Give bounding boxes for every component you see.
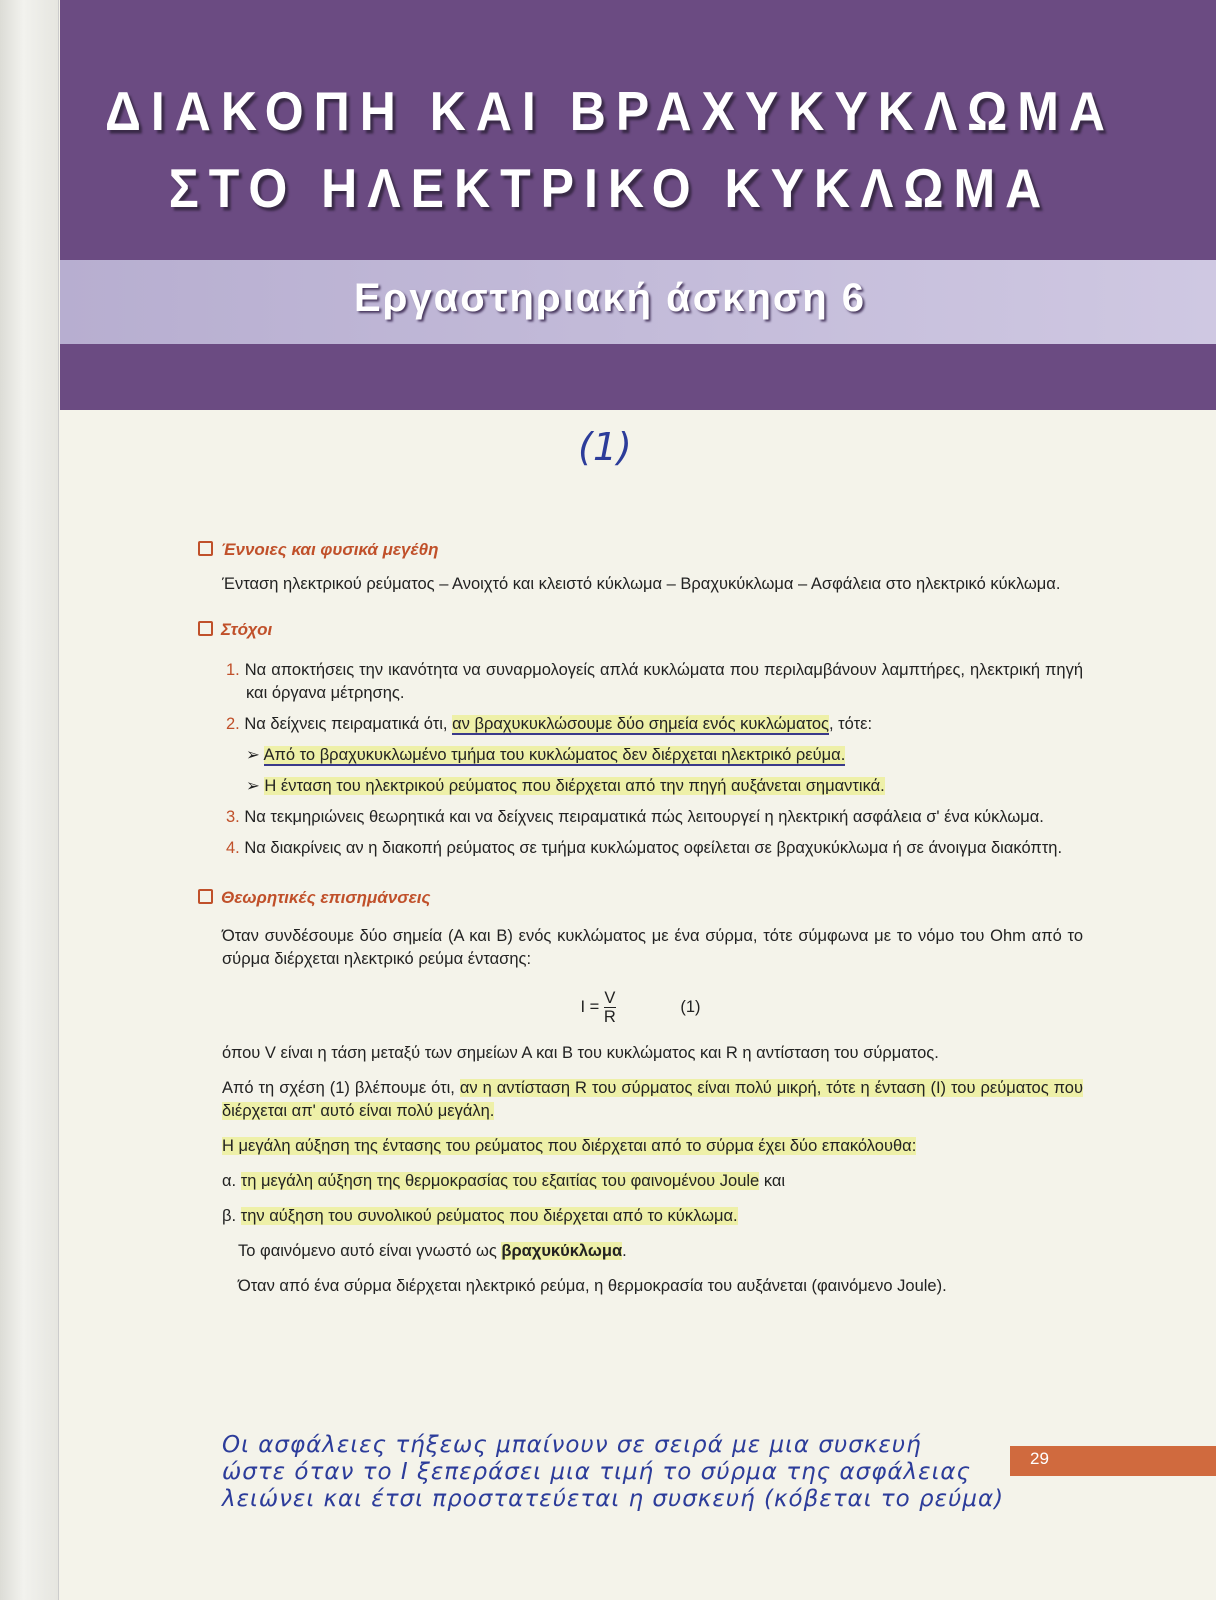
checkbox-icon	[198, 621, 213, 636]
note-line: Οι ασφάλειες τήξεως μπαίνουν σε σειρά με μια συσκευή	[222, 1432, 922, 1458]
handwritten-mark: (1)	[578, 425, 632, 469]
note-line: ώστε όταν το I ξεπεράσει μια τιμή το σύρμα της ασφάλειας	[222, 1459, 972, 1485]
checkbox-icon	[198, 889, 213, 904]
formula-label: (1)	[680, 997, 701, 1016]
goal-item	[226, 713, 1083, 736]
goal-text: , τότε:	[828, 715, 873, 733]
text-highlight: αν η αντίσταση R του σύρματος είναι πολύ μικρή, τότε η ένταση (Ι) του ρεύματος που διέρχεται απ' αυτό είναι πολύ μεγάλη.	[222, 1079, 1083, 1120]
concepts-text: Ένταση ηλεκτρικού ρεύματος – Ανοιχτό και κλειστό κύκλωμα – Βραχυκύκλωμα – Ασφάλεια στο ηλεκτρικό κύκλωμα.	[222, 575, 1061, 593]
formula-fraction	[604, 989, 616, 1026]
text-highlight: βραχυκύκλωμα	[501, 1242, 623, 1260]
page-title	[60, 73, 1160, 227]
formula-lhs: I =	[580, 997, 600, 1016]
page-number: 29	[1030, 1449, 1049, 1468]
goal-subitem: ➢ Η ένταση του ηλεκτρικού ρεύματος που διέρχεται από την πηγή αυξάνεται σημαντικά.	[246, 777, 885, 795]
goal-number: 1.	[226, 661, 240, 679]
text-highlight: Η μεγάλη αύξηση της έντασης του ρεύματος που διέρχεται από το σύρμα έχει δύο επακόλουθα:	[222, 1137, 917, 1155]
goals-heading	[198, 618, 1083, 641]
theory-paragraph	[222, 1135, 1083, 1158]
goal-text: Να δείχνεις πειραματικά ότι,	[244, 715, 453, 733]
goal-item	[226, 837, 1083, 860]
goal-item	[226, 659, 1083, 705]
consequence-a	[222, 1170, 1083, 1193]
text: Από τη σχέση (1) βλέπουμε ότι,	[222, 1079, 460, 1097]
goal-subitem: ➢ Από το βραχυκυκλωμένο τμήμα του κυκλώματος δεν διέρχεται ηλεκτρικό ρεύμα.	[246, 746, 846, 764]
goal-text: Να αποκτήσεις την ικανότητα να συναρμολογείς απλά κυκλώματα που περιλαμβάνουν λαμπτήρες, ηλεκτρική πηγή και όργανα μέτρησης.	[244, 661, 1083, 702]
page-binding	[0, 0, 59, 1600]
theory-paragraph: Όταν από ένα σύρμα διέρχεται ηλεκτρικό ρεύμα, η θερμοκρασία του αυξάνεται (φαινόμενο Joule).	[238, 1277, 947, 1295]
concepts-heading	[198, 538, 1083, 561]
goal-item	[226, 806, 1083, 829]
theory-heading	[198, 886, 1083, 909]
subitem-text: Από το βραχυκυκλωμένο τμήμα του κυκλώματος δεν διέρχεται ηλεκτρικό ρεύμα.	[263, 746, 846, 764]
label: β.	[222, 1207, 237, 1225]
subitem-text: Η ένταση του ηλεκτρικού ρεύματος που διέρχεται από την πηγή αυξάνεται σημαντικά.	[264, 777, 885, 795]
handwritten-note	[222, 1432, 1122, 1513]
formula-denominator: R	[603, 1008, 616, 1026]
text-highlight: τη μεγάλη αύξηση της θερμοκρασίας του εξαιτίας του φαινομένου Joule	[240, 1172, 760, 1190]
page-subtitle: Εργαστηριακή άσκηση 6	[353, 276, 867, 320]
text: και	[759, 1172, 786, 1190]
goal-text: Να διακρίνεις αν η διακοπή ρεύματος σε τμήμα κυκλώματος οφείλεται σε βραχυκύκλωμα ή σε άνοιγμα διακόπτη.	[244, 839, 1063, 857]
content	[198, 538, 1083, 1310]
theory-paragraph: όπου V είναι η τάση μεταξύ των σημείων Α και Β του κυκλώματος και R η αντίσταση του σύρματος.	[222, 1044, 939, 1062]
heading-text: Στόχοι	[221, 620, 273, 639]
checkbox-icon	[198, 541, 213, 556]
theory-paragraph: Όταν συνδέσουμε δύο σημεία (Α και Β) ενός κυκλώματος με ένα σύρμα, τότε σύμφωνα με το νόμο του Ohm από το σύρμα διέρχεται ηλεκτρικό ρεύμα έντασης:	[222, 927, 1083, 968]
label: α.	[222, 1172, 237, 1190]
heading-text: Έννοιες και φυσικά μεγέθη	[221, 540, 439, 559]
goal-text-highlight: αν βραχυκυκλώσουμε δύο σημεία ενός κυκλώματος	[452, 715, 829, 733]
formula-numerator: V	[604, 989, 616, 1007]
theory-paragraph	[222, 1077, 1083, 1123]
goal-text: Να τεκμηριώνεις θεωρητικά και να δείχνεις πειραματικά πώς λειτουργεί η ηλεκτρική ασφάλεια σ' ένα κύκλωμα.	[244, 808, 1044, 826]
text-highlight: την αύξηση του συνολικού ρεύματος που διέρχεται από το κύκλωμα.	[240, 1207, 738, 1225]
title-line-2: ΣΤΟ ΗΛΕΚΤΡΙΚΟ ΚΥΚΛΩΜΑ	[168, 157, 1052, 220]
text: Το φαινόμενο αυτό είναι γνωστό ως	[238, 1242, 502, 1260]
goal-number: 4.	[226, 839, 240, 857]
goal-number: 3.	[226, 808, 240, 826]
note-line: λειώνει και έτσι προστατεύεται η συσκευή (κόβεται το ρεύμα)	[222, 1486, 1005, 1512]
title-line-1: ΔΙΑΚΟΠΗ ΚΑΙ ΒΡΑΧΥΚΥΚΛΩΜΑ	[104, 80, 1116, 143]
consequence-b	[222, 1205, 1083, 1228]
theory-paragraph: Το φαινόμενο αυτό είναι γνωστό ως βραχυκύκλωμα.	[238, 1242, 627, 1260]
ohm-formula	[198, 989, 1083, 1026]
goal-number: 2.	[226, 715, 240, 733]
heading-text: Θεωρητικές επισημάνσεις	[221, 888, 431, 907]
